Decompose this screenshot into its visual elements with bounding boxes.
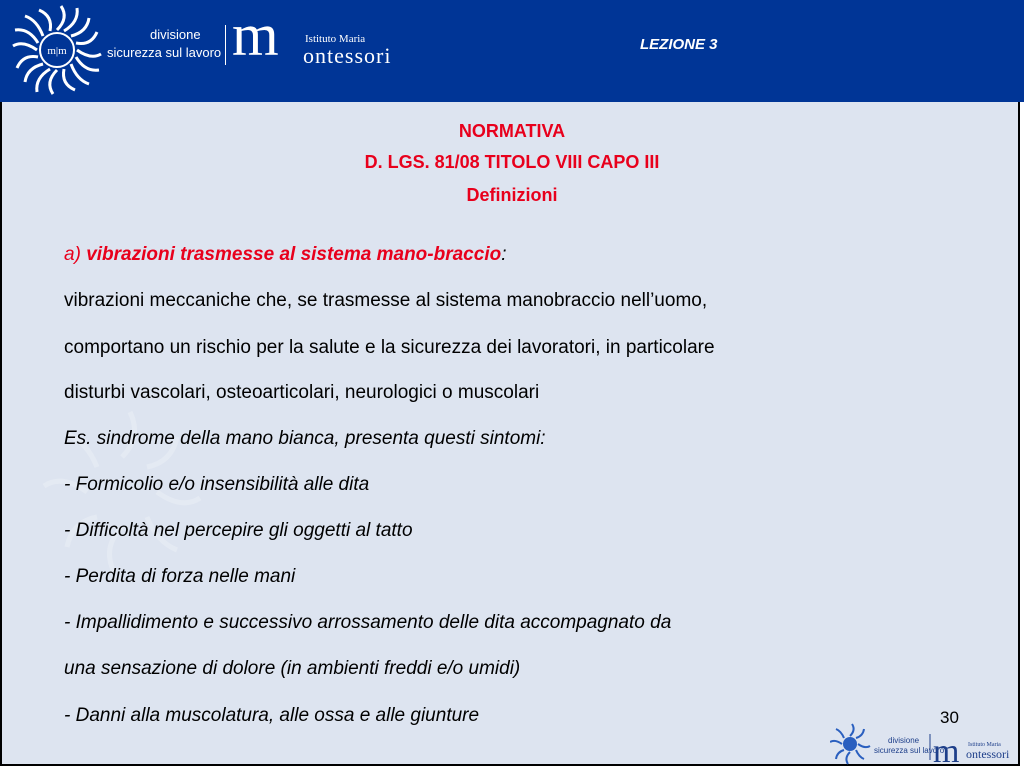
title-normativa: NORMATIVA [458, 121, 566, 141]
symptom-2: - Difficoltà nel percepire gli oggetti al tatto [64, 520, 413, 541]
example-intro: Es. sindrome della mano bianca, presenta questi sintomi: [64, 428, 546, 449]
symptom-5: - Danni alla muscolatura, alle ossa e alle giunture [64, 705, 480, 726]
brand-istituto: Istituto Maria [305, 33, 366, 45]
logo-mm-text: m|m [47, 45, 67, 57]
definition-colon: : [501, 244, 507, 265]
definition-heading [64, 244, 506, 266]
brand-ontessori: ontessori [303, 43, 392, 68]
symptom-4-cont: una sensazione di dolore (in ambienti freddi e/o umidi) [64, 658, 521, 679]
footer-logo-line1: divisione [888, 736, 920, 745]
symptom-1: - Formicolio e/o insensibilità alle dita [64, 474, 370, 495]
footer-logo-ontessori: ontessori [966, 747, 1010, 761]
brand-big-m: m [232, 2, 279, 68]
footer-logo [830, 720, 1020, 766]
footer-logo-istituto: Istituto Maria [968, 742, 1001, 748]
footer-logo-big-m: m [933, 733, 960, 766]
title-decree: D. LGS. 81/08 TITOLO VIII CAPO III [364, 152, 660, 172]
brand-line2: sicurezza sul lavoro [107, 45, 222, 60]
lesson-label: LEZIONE 3 [640, 36, 718, 53]
symptom-3: - Perdita di forza nelle mani [64, 566, 296, 587]
brand-line1: divisione [150, 27, 201, 42]
definition-title: vibrazioni trasmesse al sistema mano-braccio [86, 244, 502, 265]
header-bar [0, 0, 1024, 102]
brand-divider [225, 25, 226, 65]
title-definitions: Definizioni [466, 185, 558, 205]
definition-line-2: comportano un rischio per la salute e la sicurezza dei lavoratori, in particolare [64, 337, 715, 358]
definition-line-1: vibrazioni meccaniche che, se trasmesse al sistema manobraccio nell’uomo, [64, 290, 708, 311]
footer-sunburst-icon [830, 724, 870, 764]
definition-line-3: disturbi vascolari, osteoarticolari, neurologici o muscolari [64, 382, 540, 403]
footer-logo-line2: sicurezza sul lavoro [874, 746, 945, 755]
logo-sunburst-icon [12, 0, 102, 100]
page-number: 30 [940, 708, 959, 727]
symptom-4: - Impallidimento e successivo arrossamento delle dita accompagnato da [64, 612, 672, 633]
definition-letter: a) [64, 244, 81, 265]
